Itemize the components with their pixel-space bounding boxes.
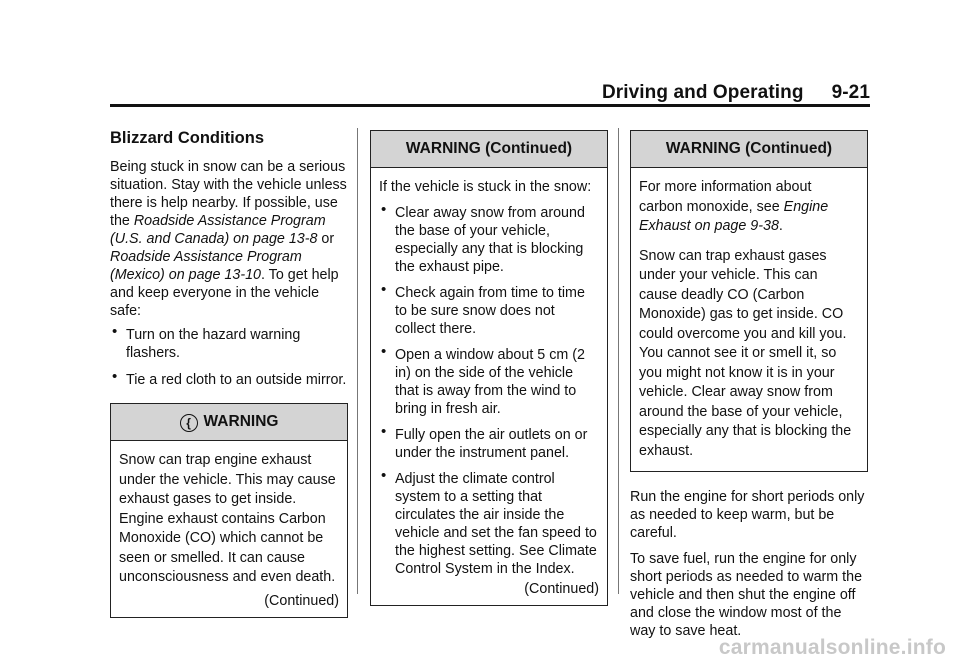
bullet-list [110, 326, 348, 389]
list-item: • Fully open the air outlets on or under the instrument panel. [379, 426, 599, 462]
column-2 [370, 128, 608, 606]
list-item: • Turn on the hazard warning flashers. [110, 326, 348, 362]
warning-body [631, 168, 867, 471]
warning-body [111, 441, 347, 617]
cross-reference-link[interactable]: Engine Exhaust on page 9-38 [639, 198, 829, 234]
list-item: • Open a window about 5 cm (2 in) on the side of the vehicle that is away from the wind to bring in fresh air. [379, 346, 599, 418]
list-item: • Adjust the climate control system to a setting that circulates the air inside the vehicle and set the fan speed to the highest setting. See Climate Control System in the Index. [379, 470, 599, 578]
list-item: • Tie a red cloth to an outside mirror. [110, 371, 348, 389]
bullet-list [379, 204, 599, 578]
body-paragraph: To save fuel, run the engine for only short periods as needed to warm the vehicle and then shut the engine off and close the window most of the way to save heat. [630, 551, 863, 639]
warning-circle-icon: { [180, 414, 198, 432]
warning-body [371, 168, 607, 605]
warning-lead: If the vehicle is stuck in the snow: [379, 179, 592, 195]
header-rule [110, 104, 870, 107]
watermark: carmanualsonline.info [718, 636, 946, 659]
running-header [602, 82, 870, 104]
column-divider [357, 128, 358, 594]
page-number: 9-21 [831, 82, 870, 103]
section-heading: Blizzard Conditions [110, 129, 264, 147]
warning-title: WARNING [203, 413, 279, 430]
page-header [110, 82, 870, 104]
list-item: • Check again from time to time to be sure snow does not collect there. [379, 284, 599, 338]
list-item: • Clear away snow from around the base of your vehicle, especially any that is blocking the exhaust pipe. [379, 204, 599, 276]
column-1 [110, 128, 348, 618]
column-divider [618, 128, 619, 594]
body-paragraph: Run the engine for short periods only as needed to keep warm, but be careful. [630, 489, 865, 541]
section-title: Driving and Operating [601, 82, 804, 103]
warning-paragraph: Snow can trap exhaust gases under your vehicle. This can cause deadly CO (Carbon Monoxide) gas to get inside. CO could overcome you and kill you. You cannot see it or smell it, so you might not know it is in your vehicle. Clear away snow from around the base of your vehicle, especially any that is blocking the exhaust. [639, 247, 852, 459]
cross-reference-link[interactable]: Roadside Assistance Program (Mexico) on page 13-10 [110, 249, 302, 283]
warning-text: Snow can trap engine exhaust under the vehicle. This may cause exhaust gases to get inside. Engine exhaust contains Carbon Monoxide (CO) which cannot be seen or smelled. It can cause unconsciousness and even death. [119, 452, 336, 585]
intro-paragraph: Being stuck in snow can be a serious situation. Stay with the vehicle unless there is help nearby. If possible, use the Roadside Assistance Program (U.S. and Canada) on page 13-8 or Roadside Assistance Program (Mexico) on page 13-10. To get help and keep everyone in the vehicle safe: [110, 159, 347, 319]
column-3 [630, 128, 868, 644]
warning-header: WARNING (Continued) [631, 131, 867, 168]
warning-box-continued [370, 130, 608, 606]
warning-paragraph: For more information about carbon monoxide, see Engine Exhaust on page 9-38. [639, 179, 829, 234]
continued-label: (Continued) [264, 592, 339, 609]
warning-header [111, 404, 347, 441]
warning-box [110, 403, 348, 618]
warning-box-continued [630, 130, 868, 472]
continued-label: (Continued) [524, 580, 599, 597]
cross-reference-link[interactable]: Roadside Assistance Program (U.S. and Canada) on page 13-8 [110, 213, 326, 247]
warning-header: WARNING (Continued) [371, 131, 607, 168]
